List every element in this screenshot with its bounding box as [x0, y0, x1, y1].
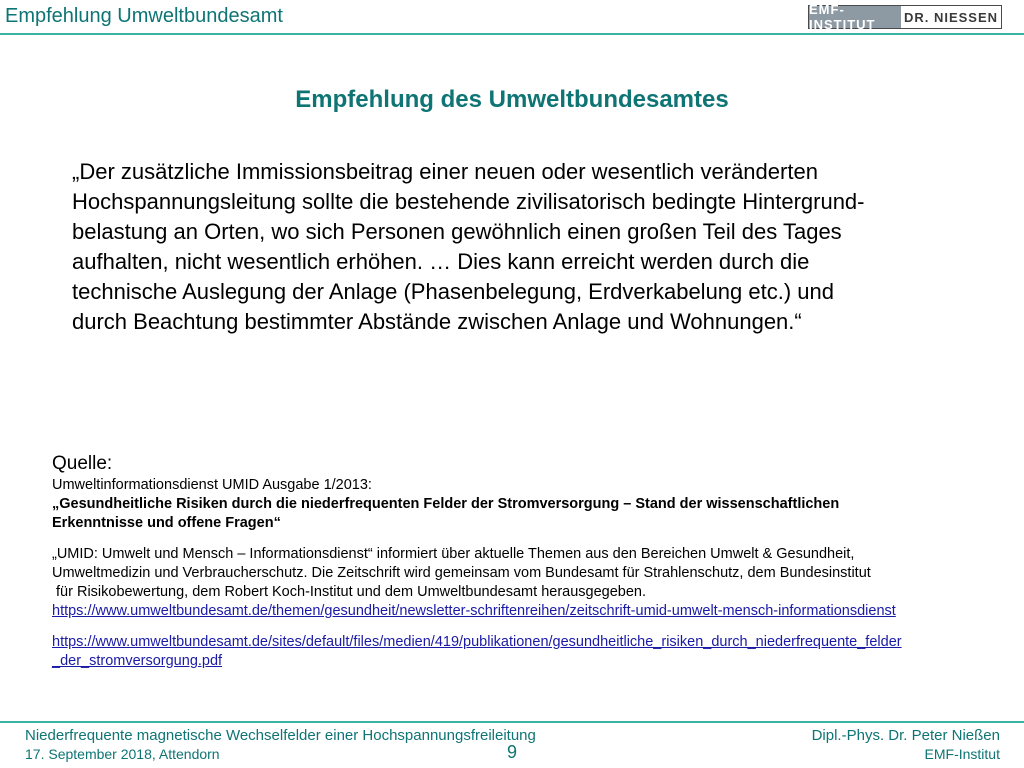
umid-link[interactable]: https://www.umweltbundesamt.de/themen/gesundheit/newsletter-schriftenreihen/zeitschrift-umid-umwelt-mensch-informationsdienst	[52, 603, 896, 619]
quote-line: durch Beachtung bestimmter Abstände zwischen Anlage und Wohnungen.“	[72, 309, 802, 334]
description-line: Umweltmedizin und Verbraucherschutz. Die Zeitschrift wird gemeinsam vom Bundesamt für Strahlenschutz, dem Bundesinstitut	[52, 565, 871, 581]
pdf-link[interactable]: https://www.umweltbundesamt.de/sites/default/files/medien/419/publikationen/gesundheitliche_risiken_durch_niederfrequente_felder	[52, 634, 902, 650]
footer-date-place: 17. September 2018, Attendorn	[25, 746, 220, 762]
quote-line: belastung an Orten, wo sich Personen gewöhnlich einen großen Teil des Tages	[72, 219, 842, 244]
article-title-line: Erkenntnisse und offene Fragen“	[52, 515, 281, 531]
logo-left-text: EMF-INSTITUT	[809, 6, 901, 28]
source-label: Quelle:	[52, 453, 113, 474]
logo-right-text: DR. NIESSEN	[901, 6, 1001, 28]
emf-institut-logo	[808, 2, 1002, 32]
description-line: „UMID: Umwelt und Mensch – Informationsdienst“ informiert über aktuelle Themen aus den Bereichen Umwelt & Gesundheit,	[52, 546, 855, 562]
page-number: 9	[506, 742, 517, 762]
quote-block	[72, 157, 972, 337]
quote-line: aufhalten, nicht wesentlich erhöhen. … Dies kann erreicht werden durch die	[72, 249, 810, 274]
footer-author: Dipl.-Phys. Dr. Peter Nießen	[811, 727, 1000, 744]
description-line: für Risikobewertung, dem Robert Koch-Institut und dem Umweltbundesamt herausgegeben.	[52, 584, 647, 600]
header-title: Empfehlung Umweltbundesamt	[5, 5, 283, 27]
slide-title: Empfehlung des Umweltbundesamtes	[295, 86, 729, 113]
footer-institute: EMF-Institut	[924, 746, 1000, 762]
publication-name: Umweltinformationsdienst UMID Ausgabe 1/2013:	[52, 477, 372, 493]
source-section	[52, 452, 1012, 671]
footer-divider	[0, 721, 1024, 723]
footer-right	[812, 727, 1000, 763]
footer-topic: Niederfrequente magnetische Wechselfelder einer Hochspannungsfreileitung	[25, 727, 536, 744]
pdf-link-continuation[interactable]: _der_stromversorgung.pdf	[52, 653, 223, 669]
quote-line: technische Auslegung der Anlage (Phasenbelegung, Erdverkabelung etc.) und	[72, 279, 834, 304]
article-title-line: „Gesundheitliche Risiken durch die niederfrequenten Felder der Stromversorgung – Stand der wissenschaftlichen	[52, 496, 840, 512]
header-divider	[0, 33, 1024, 35]
quote-line: „Der zusätzliche Immissionsbeitrag einer neuen oder wesentlich veränderten	[72, 159, 818, 184]
quote-line: Hochspannungsleitung sollte die bestehende zivilisatorisch bedingte Hintergrund-	[72, 189, 865, 214]
